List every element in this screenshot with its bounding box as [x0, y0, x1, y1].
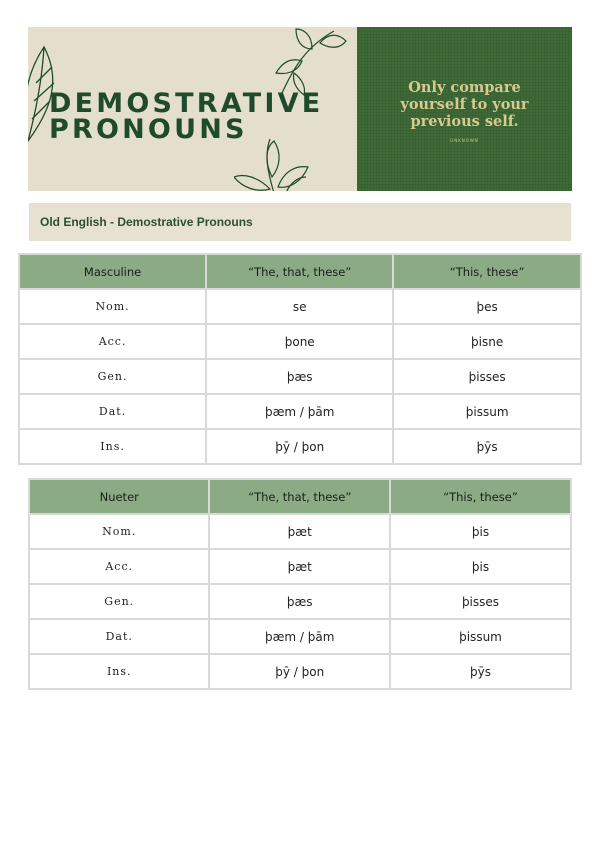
table-cell: þæs	[209, 584, 389, 619]
table-row	[19, 289, 581, 324]
table-header-row	[29, 479, 571, 514]
header-banner	[28, 27, 572, 191]
section-heading-bar	[29, 203, 571, 241]
column-header: Nueter	[29, 479, 209, 514]
table-row	[29, 619, 571, 654]
table-cell: þis	[390, 514, 571, 549]
page-title-line-2: PRONOUNS	[49, 114, 248, 145]
table-header-row	[19, 254, 581, 289]
table-cell: þisses	[393, 359, 581, 394]
table-row	[29, 514, 571, 549]
page-title-line-1: DEMOSTRATIVE	[49, 88, 324, 119]
table-row	[19, 429, 581, 464]
table-cell: þȳs	[390, 654, 571, 689]
table-cell: þes	[393, 289, 581, 324]
table-row	[29, 584, 571, 619]
page-title	[49, 88, 324, 145]
case-cell: Nom.	[19, 289, 206, 324]
column-header: “The, that, these”	[209, 479, 389, 514]
neuter-table	[28, 478, 572, 690]
table-row	[19, 394, 581, 429]
case-cell: Gen.	[29, 584, 209, 619]
case-cell: Gen.	[19, 359, 206, 394]
case-cell: Nom.	[29, 514, 209, 549]
column-header: Masculine	[19, 254, 206, 289]
case-cell: Acc.	[29, 549, 209, 584]
quote-author: UNKNOWN	[450, 138, 479, 143]
table-cell: þæt	[209, 514, 389, 549]
table-cell: þæm / þām	[206, 394, 393, 429]
table-cell: þȳ / þon	[209, 654, 389, 689]
quote-line-3: previous self.	[410, 113, 519, 130]
branch-decoration-icon	[272, 27, 348, 97]
table-row	[29, 654, 571, 689]
table-cell: þis	[390, 549, 571, 584]
quote-panel	[357, 27, 572, 191]
table-cell: þæt	[209, 549, 389, 584]
section-title: Old English - Demostrative Pronouns	[40, 215, 253, 229]
table-cell: þȳs	[393, 429, 581, 464]
table-cell: þȳ / þon	[206, 429, 393, 464]
table-cell: se	[206, 289, 393, 324]
case-cell: Ins.	[19, 429, 206, 464]
quote-text	[400, 79, 528, 130]
banner-title-panel	[28, 27, 357, 191]
table-cell: þæs	[206, 359, 393, 394]
table-row	[19, 359, 581, 394]
quote-line-1: Only compare	[408, 79, 521, 96]
case-cell: Ins.	[29, 654, 209, 689]
table-cell: þisses	[390, 584, 571, 619]
quote-line-2: yourself to your	[400, 96, 529, 113]
case-cell: Dat.	[19, 394, 206, 429]
column-header: “This, these”	[390, 479, 571, 514]
masculine-table	[18, 253, 582, 465]
table-cell: þissum	[390, 619, 571, 654]
table-cell: þone	[206, 324, 393, 359]
case-cell: Acc.	[19, 324, 206, 359]
table-cell: þisne	[393, 324, 581, 359]
table-cell: þissum	[393, 394, 581, 429]
table-row	[19, 324, 581, 359]
case-cell: Dat.	[29, 619, 209, 654]
column-header: “This, these”	[393, 254, 581, 289]
table-row	[29, 549, 571, 584]
bottom-leaves-decoration-icon	[234, 137, 314, 191]
column-header: “The, that, these”	[206, 254, 393, 289]
table-cell: þæm / þām	[209, 619, 389, 654]
